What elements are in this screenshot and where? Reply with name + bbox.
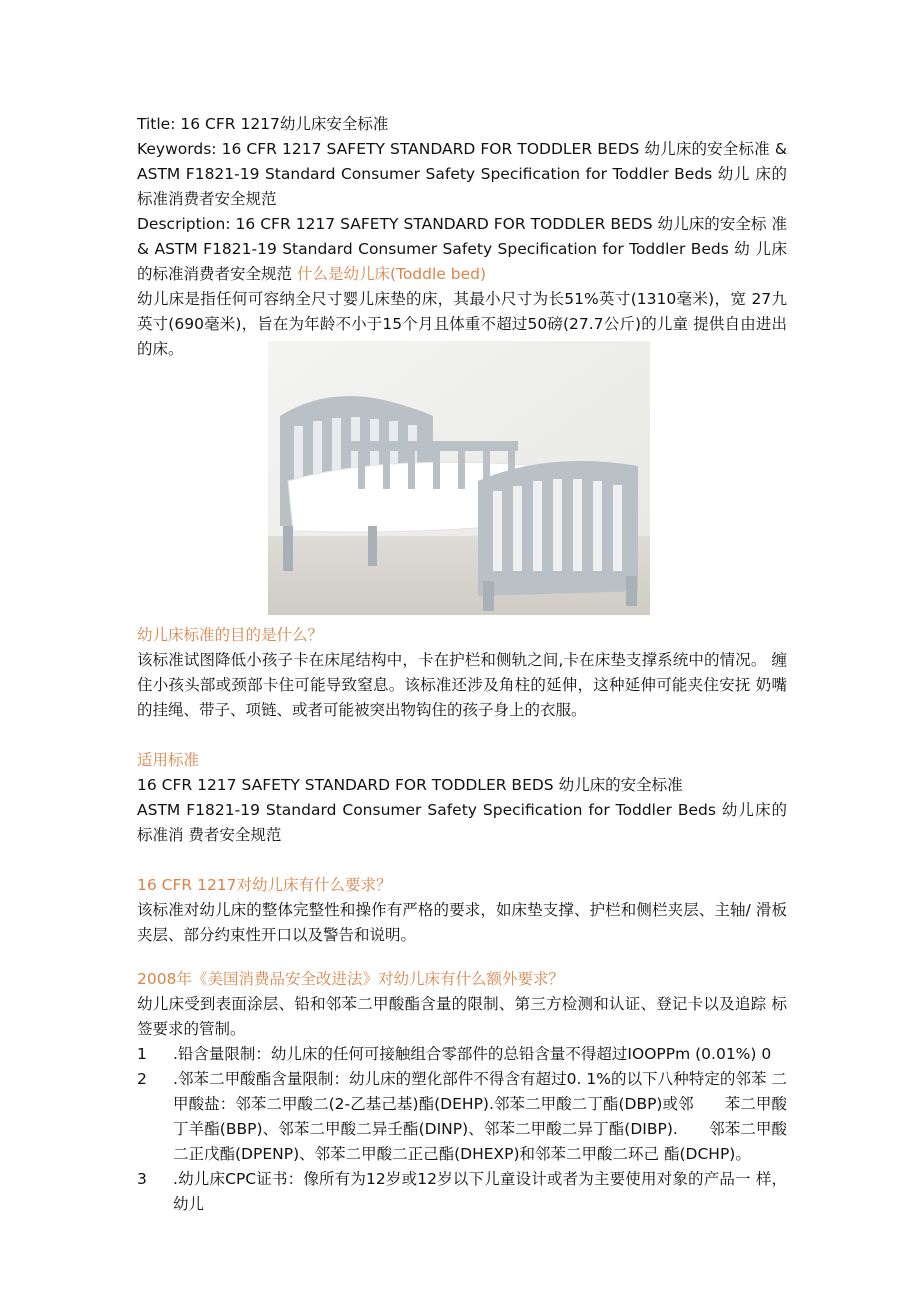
purpose-heading: 幼儿床标准的目的是什么？ bbox=[137, 626, 324, 644]
list-item bbox=[137, 1042, 787, 1067]
list-text: .铅含量限制：幼儿床的任何可接触组合零部件的总铅含量不得超过IOOPPm (0.01%) 0 bbox=[173, 1045, 772, 1063]
doc-description bbox=[137, 212, 787, 287]
applicable-standard-1: 16 CFR 1217 SAFETY STANDARD FOR TODDLER BEDS 幼儿床的安全标准 bbox=[137, 776, 683, 794]
toddler-bed-photo bbox=[268, 341, 650, 615]
list-number: 1 bbox=[137, 1045, 147, 1063]
description-text: Description: 16 CFR 1217 SAFETY STANDARD FOR TODDLER BEDS 幼儿床的安全标 准 & ASTM F1821-19 Standard Consumer Safety Specification for Toddler Beds 幼 儿床的标准消费者安全规范 bbox=[137, 215, 787, 283]
doc-title: Title: 16 CFR 1217幼儿床安全标准 bbox=[137, 115, 389, 133]
cpsia-heading: 2008年《美国消费品安全改进法》对幼儿床有什么额外要求？ bbox=[137, 970, 564, 988]
list-text: .幼儿床CPC证书：像所有为12岁或12岁以下儿童设计或者为主要使用对象的产品一 样，幼儿 bbox=[173, 1170, 787, 1213]
requirements-heading: 16 CFR 1217对幼儿床有什么要求？ bbox=[137, 876, 392, 894]
requirements-paragraph: 该标准对幼儿床的整体完整性和操作有严格的要求，如床垫支撑、护栏和侧栏夹层、主轴/ 滑板夹层、部分约束性开口以及警告和说明。 bbox=[137, 901, 787, 944]
list-item bbox=[137, 1067, 787, 1167]
applicable-standard-2: ASTM F1821-19 Standard Consumer Safety Specification for Toddler Beds 幼儿床的标准消 费者安全规范 bbox=[137, 801, 787, 844]
what-is-heading: 什么是幼儿床(Toddle bed) bbox=[292, 265, 487, 283]
cpsia-paragraph: 幼儿床受到表面涂层、铅和邻苯二甲酸酯含量的限制、第三方检测和认证、登记卡以及追踪 标签要求的管制。 bbox=[137, 995, 787, 1038]
list-item bbox=[137, 1167, 787, 1217]
purpose-paragraph: 该标准试图降低小孩子卡在床尾结构中，卡在护栏和侧轨之间,卡在床垫支撑系统中的情况。 缠住小孩头部或颈部卡住可能导致窒息。该标准还涉及角柱的延伸，这种延伸可能夹住安抚 奶嘴的挂绳、带子、项链、或者可能被突出物钩住的孩子身上的衣服。 bbox=[137, 651, 787, 719]
doc-keywords: Keywords: 16 CFR 1217 SAFETY STANDARD FOR TODDLER BEDS 幼儿床的安全标准 & ASTM F1821-19 Standard Consumer Safety Specification for Toddler Beds 幼儿 床的标准消费者安全规范 bbox=[137, 140, 787, 208]
applicable-heading: 适用标准 bbox=[137, 751, 200, 769]
list-number: 2 bbox=[137, 1070, 147, 1088]
list-text: .邻苯二甲酸酯含量限制：幼儿床的塑化部件不得含有超过0. 1%的以下八种特定的邻苯 二甲酸盐：邻苯二甲酸二(2-乙基己基)酯(DEHP).邻苯二甲酸二丁酯(DBP)或邻 苯二甲酸丁羊酯(BBP)、邻苯二甲酸二异壬酯(DINP)、邻苯二甲酸二异丁酯(DIBP). 邻苯二甲酸二正戊酯(DPENP)、邻苯二甲酸二正己酯(DHEXP)和邻苯二甲酸二环己 酯(DCHP)。 bbox=[173, 1070, 787, 1163]
intro-paragraph: 幼儿床是指任何可容纳全尺寸婴儿床垫的床，其最小尺寸为长51%英寸(1310毫米)，宽 27九英寸(690毫米)，旨在为年龄不小于15个月且体重不超过50磅(27.7公斤)的儿童 提供自由进出的床。 bbox=[137, 290, 787, 358]
list-number: 3 bbox=[137, 1170, 147, 1188]
